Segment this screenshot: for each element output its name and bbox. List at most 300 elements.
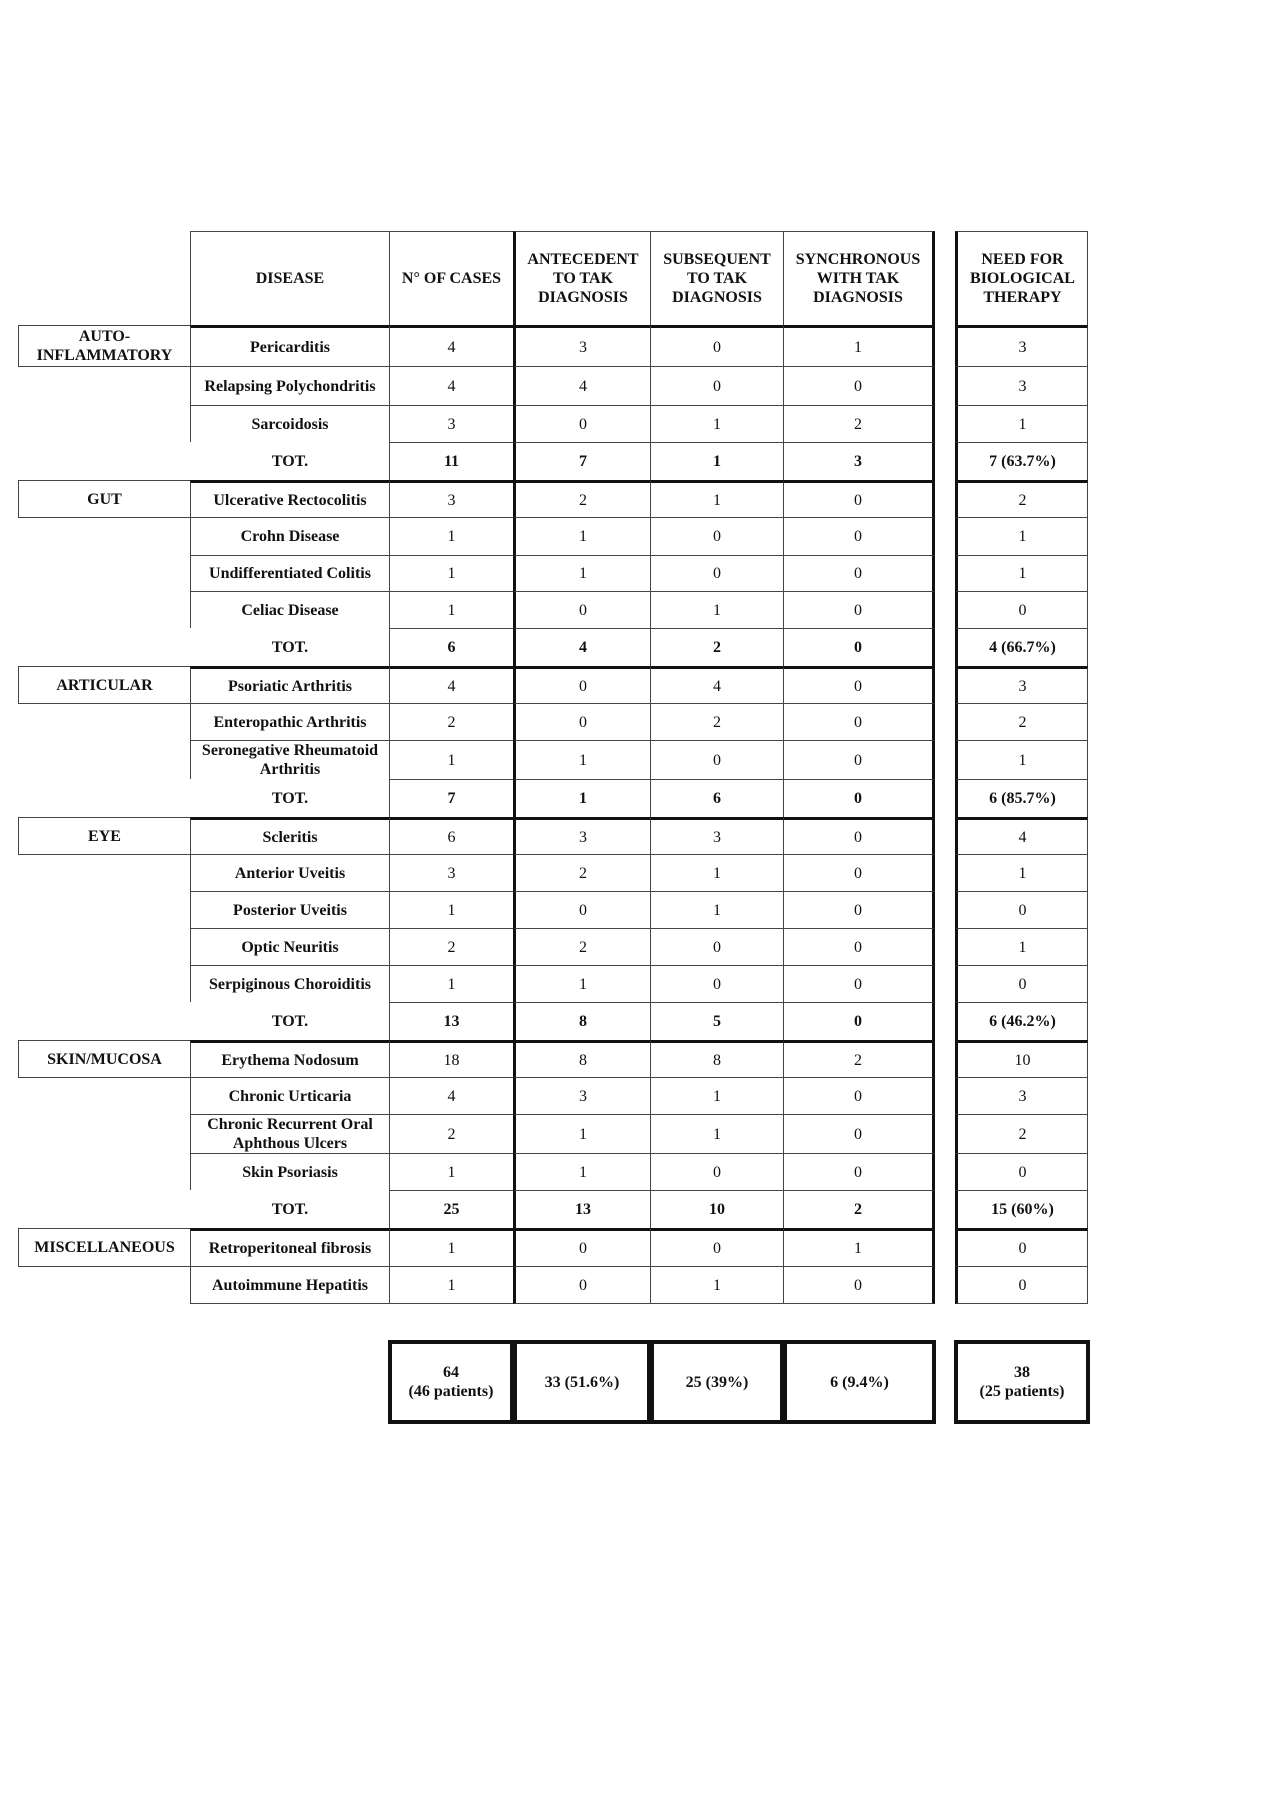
cell-synchronous-text: 0 xyxy=(854,565,862,582)
summary-cases-value: 64 xyxy=(442,1364,459,1381)
cell-subsequent xyxy=(650,366,784,406)
cell-synchronous-text: 0 xyxy=(854,938,862,956)
total-cases-text: 6 xyxy=(447,639,456,656)
cell-antecedent xyxy=(513,555,651,592)
cell-biological-text: 0 xyxy=(1018,901,1027,919)
cell-biological-text: 1 xyxy=(1018,938,1027,956)
cell-subsequent-text: 1 xyxy=(713,864,721,882)
disease-name xyxy=(190,555,390,592)
header-synchronous xyxy=(783,231,935,326)
cell-antecedent-text: 1 xyxy=(579,751,587,769)
cell-antecedent xyxy=(513,740,651,780)
cell-biological xyxy=(955,405,1088,443)
cell-biological xyxy=(955,854,1088,892)
cell-antecedent xyxy=(513,517,651,556)
cell-cases xyxy=(389,928,514,966)
cell-cases xyxy=(389,1114,514,1154)
cell-antecedent xyxy=(513,1040,651,1078)
cell-antecedent xyxy=(513,1153,651,1191)
cell-biological-text: 1 xyxy=(1018,415,1027,433)
summary-biological-value: 38 xyxy=(1013,1364,1030,1381)
cell-synchronous xyxy=(783,325,935,367)
total-synchronous-text: 0 xyxy=(854,639,862,656)
cell-synchronous xyxy=(783,1228,935,1267)
cell-biological-text: 1 xyxy=(1018,864,1027,882)
cell-synchronous xyxy=(783,703,935,741)
total-biological xyxy=(955,628,1088,667)
cell-subsequent-text: 0 xyxy=(713,1163,721,1181)
total-biological xyxy=(955,1190,1088,1229)
disease-name xyxy=(190,965,390,1003)
total-subsequent xyxy=(650,1002,784,1041)
header-cases xyxy=(389,231,514,326)
cell-biological xyxy=(955,480,1088,518)
cell-subsequent xyxy=(650,666,784,704)
cell-antecedent-text: 1 xyxy=(579,565,587,582)
cell-biological-text: 4 xyxy=(1018,828,1027,846)
disease-name xyxy=(190,1077,390,1115)
category-label xyxy=(18,480,191,518)
summary-cases xyxy=(388,1340,514,1424)
cell-synchronous xyxy=(783,1114,935,1154)
total-cases xyxy=(389,1190,514,1229)
disease-name-text: Chronic Recurrent Oral Aphthous Ulcers xyxy=(207,1116,373,1152)
total-biological xyxy=(955,442,1088,481)
cell-subsequent xyxy=(650,1266,784,1304)
cell-synchronous xyxy=(783,480,935,518)
cell-cases-text: 4 xyxy=(447,377,456,395)
cell-synchronous-text: 0 xyxy=(854,713,862,731)
cell-subsequent xyxy=(650,405,784,443)
total-antecedent-text: 7 xyxy=(579,453,587,470)
cell-antecedent-text: 1 xyxy=(579,1125,587,1143)
cell-subsequent xyxy=(650,891,784,929)
total-biological xyxy=(955,1002,1088,1041)
cell-subsequent-text: 0 xyxy=(713,565,721,582)
category-label-text: EYE xyxy=(88,827,121,845)
total-antecedent-text: 13 xyxy=(575,1201,591,1218)
total-cases xyxy=(389,779,514,818)
total-subsequent-text: 1 xyxy=(713,453,721,470)
total-antecedent xyxy=(513,628,651,667)
cell-subsequent-text: 0 xyxy=(713,751,721,769)
disease-name-text: Optic Neuritis xyxy=(241,938,339,956)
header-biological-text: NEED FOR BIOLOGICAL THERAPY xyxy=(970,251,1075,306)
disease-name xyxy=(190,480,390,518)
cell-antecedent xyxy=(513,965,651,1003)
cell-subsequent xyxy=(650,555,784,592)
cell-cases-text: 2 xyxy=(447,938,456,956)
cell-antecedent-text: 8 xyxy=(579,1051,587,1069)
disease-name-text: Retroperitoneal fibrosis xyxy=(208,1240,372,1257)
cell-cases-text: 1 xyxy=(447,1163,456,1181)
cell-antecedent-text: 2 xyxy=(579,864,587,882)
total-label-text: TOT. xyxy=(271,453,309,470)
cell-biological-text: 3 xyxy=(1018,338,1027,356)
cell-cases-text: 4 xyxy=(447,677,456,695)
cell-antecedent xyxy=(513,1114,651,1154)
total-cases xyxy=(389,442,514,481)
total-biological-text: 6 (85.7%) xyxy=(989,790,1056,807)
cell-subsequent xyxy=(650,1114,784,1154)
total-antecedent-text: 8 xyxy=(579,1013,587,1030)
total-synchronous xyxy=(783,1002,935,1041)
category-label-text: MISCELLANEOUS xyxy=(34,1239,175,1256)
total-label-text: TOT. xyxy=(271,639,309,656)
total-synchronous-text: 2 xyxy=(854,1201,862,1218)
header-antecedent xyxy=(513,231,651,326)
disease-name xyxy=(190,1040,390,1078)
cell-synchronous xyxy=(783,591,935,629)
total-subsequent-text: 6 xyxy=(713,790,721,807)
cell-synchronous-text: 1 xyxy=(854,1240,862,1257)
cell-antecedent-text: 1 xyxy=(579,975,587,993)
cell-cases-text: 4 xyxy=(447,1087,456,1105)
cell-synchronous xyxy=(783,405,935,443)
summary-cases-note: (46 patients) xyxy=(408,1383,494,1400)
summary-subsequent xyxy=(650,1340,784,1424)
cell-antecedent xyxy=(513,1228,651,1267)
cell-cases-text: 18 xyxy=(443,1051,460,1069)
cell-antecedent-text: 0 xyxy=(579,713,587,731)
cell-biological xyxy=(955,591,1088,629)
disease-name-text: Erythema Nodosum xyxy=(221,1051,359,1069)
disease-name-text: Chronic Urticaria xyxy=(228,1087,352,1105)
cell-synchronous xyxy=(783,517,935,556)
total-cases-text: 25 xyxy=(443,1201,460,1218)
total-subsequent-text: 10 xyxy=(709,1201,725,1218)
category-label xyxy=(18,1228,191,1267)
cell-synchronous xyxy=(783,1266,935,1304)
cell-cases xyxy=(389,325,514,367)
cell-subsequent xyxy=(650,1228,784,1267)
cell-cases xyxy=(389,517,514,556)
total-synchronous-text: 0 xyxy=(854,790,862,807)
cell-cases-text: 1 xyxy=(447,751,456,769)
cell-antecedent-text: 3 xyxy=(579,338,587,356)
cell-biological-text: 0 xyxy=(1018,1163,1027,1181)
summary-synchronous-text: 6 (9.4%) xyxy=(830,1373,889,1391)
cell-biological-text: 2 xyxy=(1018,1125,1027,1143)
cell-subsequent xyxy=(650,965,784,1003)
cell-subsequent-text: 0 xyxy=(713,1240,721,1257)
cell-biological-text: 0 xyxy=(1018,1276,1027,1294)
cell-antecedent-text: 0 xyxy=(579,901,587,919)
cell-cases xyxy=(389,405,514,443)
disease-name xyxy=(190,517,390,556)
disease-name-text: Serpiginous Choroiditis xyxy=(209,975,371,993)
category-label xyxy=(18,666,191,704)
cell-antecedent-text: 0 xyxy=(579,1276,587,1294)
disease-name xyxy=(190,703,390,741)
cell-cases-text: 1 xyxy=(447,901,456,919)
total-label-text: TOT. xyxy=(271,1013,309,1030)
header-disease-text: DISEASE xyxy=(255,270,325,287)
cell-synchronous xyxy=(783,854,935,892)
cell-subsequent-text: 8 xyxy=(713,1051,721,1069)
category-label xyxy=(18,325,191,367)
cell-antecedent xyxy=(513,666,651,704)
cell-cases xyxy=(389,817,514,855)
cell-antecedent-text: 0 xyxy=(579,601,587,619)
total-antecedent-text: 1 xyxy=(579,790,587,807)
cell-synchronous-text: 0 xyxy=(854,901,862,919)
summary-antecedent-text: 33 (51.6%) xyxy=(544,1373,620,1391)
summary-biological-content xyxy=(980,1363,1065,1401)
cell-cases xyxy=(389,480,514,518)
total-synchronous xyxy=(783,1190,935,1229)
summary-biological-note: (25 patients) xyxy=(979,1383,1065,1400)
cell-subsequent xyxy=(650,703,784,741)
summary-cases-content xyxy=(409,1363,494,1401)
cell-synchronous-text: 0 xyxy=(854,1087,862,1105)
cell-subsequent xyxy=(650,740,784,780)
cell-synchronous xyxy=(783,366,935,406)
cell-cases-text: 1 xyxy=(447,601,456,619)
cell-subsequent-text: 2 xyxy=(713,713,721,731)
cell-biological xyxy=(955,1153,1088,1191)
total-cases xyxy=(389,1002,514,1041)
cell-subsequent xyxy=(650,1077,784,1115)
cell-cases-text: 1 xyxy=(447,528,456,545)
summary-synchronous xyxy=(783,1340,936,1424)
cell-synchronous-text: 0 xyxy=(854,377,862,395)
disease-name xyxy=(190,1153,390,1191)
cell-biological xyxy=(955,325,1088,367)
total-label-text: TOT. xyxy=(271,790,309,807)
cell-antecedent xyxy=(513,325,651,367)
cell-cases xyxy=(389,666,514,704)
total-subsequent-text: 2 xyxy=(713,639,721,656)
disease-name xyxy=(190,817,390,855)
category-label xyxy=(18,1040,191,1078)
header-subsequent-text: SUBSEQUENT TO TAK DIAGNOSIS xyxy=(663,251,771,306)
cell-antecedent-text: 2 xyxy=(579,938,587,956)
cell-cases xyxy=(389,965,514,1003)
total-biological-text: 4 (66.7%) xyxy=(989,639,1056,656)
total-label-text: TOT. xyxy=(271,1201,309,1218)
cell-subsequent-text: 0 xyxy=(713,528,721,545)
disease-name xyxy=(190,1266,390,1304)
cell-cases xyxy=(389,1266,514,1304)
cell-antecedent-text: 0 xyxy=(579,415,587,433)
cell-cases-text: 1 xyxy=(447,565,456,582)
cell-biological-text: 0 xyxy=(1018,975,1027,993)
cell-synchronous-text: 0 xyxy=(854,601,862,619)
disease-name xyxy=(190,928,390,966)
cell-cases xyxy=(389,591,514,629)
disease-name-text: Undifferentiated Colitis xyxy=(209,565,371,582)
total-label xyxy=(190,779,390,818)
disease-name xyxy=(190,891,390,929)
cell-biological xyxy=(955,666,1088,704)
disease-name-text: Seronegative Rheumatoid Arthritis xyxy=(201,742,379,778)
total-antecedent xyxy=(513,1002,651,1041)
cell-subsequent xyxy=(650,854,784,892)
total-cases xyxy=(389,628,514,667)
total-subsequent xyxy=(650,442,784,481)
category-label xyxy=(18,817,191,855)
cell-antecedent-text: 2 xyxy=(579,491,587,509)
total-subsequent xyxy=(650,779,784,818)
disease-name-text: Anterior Uveitis xyxy=(234,864,346,882)
cell-subsequent xyxy=(650,325,784,367)
cell-subsequent xyxy=(650,817,784,855)
cell-antecedent xyxy=(513,817,651,855)
category-label-text: ARTICULAR xyxy=(56,676,153,694)
total-cases-text: 13 xyxy=(443,1013,460,1030)
total-antecedent xyxy=(513,779,651,818)
summary-biological xyxy=(954,1340,1090,1424)
disease-name-text: Autoimmune Hepatitis xyxy=(212,1276,368,1294)
cell-cases xyxy=(389,703,514,741)
disease-name xyxy=(190,591,390,629)
cell-synchronous-text: 0 xyxy=(854,1125,862,1143)
cell-antecedent xyxy=(513,1266,651,1304)
cell-cases-text: 3 xyxy=(447,491,456,509)
disease-name-text: Celiac Disease xyxy=(241,601,339,619)
cell-cases-text: 3 xyxy=(447,415,456,433)
cell-cases xyxy=(389,555,514,592)
cell-antecedent-text: 1 xyxy=(579,1163,587,1181)
cell-synchronous-text: 0 xyxy=(854,491,862,509)
cell-biological xyxy=(955,817,1088,855)
total-synchronous-text: 3 xyxy=(854,453,862,470)
total-subsequent xyxy=(650,628,784,667)
cell-subsequent-text: 1 xyxy=(713,491,721,509)
header-cases-text: N° OF CASES xyxy=(401,270,502,287)
total-biological xyxy=(955,779,1088,818)
cell-cases-text: 2 xyxy=(447,1125,456,1143)
cell-biological xyxy=(955,1228,1088,1267)
cell-synchronous xyxy=(783,555,935,592)
cell-biological-text: 3 xyxy=(1018,377,1027,395)
cell-biological-text: 1 xyxy=(1018,528,1027,545)
cell-subsequent-text: 4 xyxy=(713,677,721,695)
cell-subsequent-text: 1 xyxy=(713,1125,721,1143)
total-antecedent xyxy=(513,1190,651,1229)
total-synchronous-text: 0 xyxy=(854,1013,862,1030)
cell-cases-text: 6 xyxy=(447,828,456,846)
cell-biological xyxy=(955,1266,1088,1304)
cell-subsequent-text: 0 xyxy=(713,338,721,356)
disease-name xyxy=(190,1228,390,1267)
cell-cases xyxy=(389,1040,514,1078)
cell-cases-text: 3 xyxy=(447,864,456,882)
disease-name xyxy=(190,325,390,367)
total-subsequent-text: 5 xyxy=(713,1013,721,1030)
total-biological-text: 15 (60%) xyxy=(991,1201,1054,1218)
disease-name xyxy=(190,1114,390,1154)
cell-antecedent-text: 4 xyxy=(579,377,587,395)
cell-biological-text: 1 xyxy=(1018,565,1027,582)
cell-antecedent-text: 0 xyxy=(579,677,587,695)
cell-biological xyxy=(955,1040,1088,1078)
cell-cases xyxy=(389,891,514,929)
cell-subsequent-text: 0 xyxy=(713,938,721,956)
cell-biological-text: 3 xyxy=(1018,677,1027,695)
cell-synchronous-text: 0 xyxy=(854,828,862,846)
disease-name xyxy=(190,854,390,892)
cell-subsequent-text: 1 xyxy=(713,1276,721,1294)
cell-biological-text: 0 xyxy=(1018,601,1027,619)
disease-name-text: Sarcoidosis xyxy=(251,415,329,433)
cell-subsequent-text: 3 xyxy=(713,828,721,846)
total-synchronous xyxy=(783,442,935,481)
cell-biological-text: 0 xyxy=(1018,1240,1027,1257)
disease-name-text: Pericarditis xyxy=(250,338,330,356)
disease-name-text: Psoriatic Arthritis xyxy=(228,677,352,695)
cell-subsequent-text: 0 xyxy=(713,377,721,395)
cell-antecedent xyxy=(513,928,651,966)
total-label xyxy=(190,628,390,667)
cell-subsequent xyxy=(650,591,784,629)
cell-cases xyxy=(389,1077,514,1115)
cell-antecedent-text: 1 xyxy=(579,528,587,545)
cell-subsequent xyxy=(650,928,784,966)
disease-name xyxy=(190,740,390,780)
cell-subsequent xyxy=(650,1040,784,1078)
cell-antecedent xyxy=(513,405,651,443)
category-label-text: GUT xyxy=(87,490,122,508)
cell-synchronous xyxy=(783,1040,935,1078)
total-biological-text: 7 (63.7%) xyxy=(989,453,1056,470)
cell-antecedent xyxy=(513,1077,651,1115)
category-label-text: SKIN/MUCOSA xyxy=(47,1050,162,1068)
cell-cases-text: 4 xyxy=(447,338,456,356)
total-label xyxy=(190,1190,390,1229)
header-disease xyxy=(190,231,390,326)
cell-subsequent xyxy=(650,1153,784,1191)
disease-name-text: Ulcerative Rectocolitis xyxy=(213,491,367,509)
cell-biological-text: 2 xyxy=(1018,713,1027,731)
cell-biological-text: 1 xyxy=(1018,751,1027,769)
cell-subsequent-text: 1 xyxy=(713,415,721,433)
cell-subsequent-text: 1 xyxy=(713,1087,721,1105)
summary-antecedent xyxy=(513,1340,651,1424)
cell-synchronous-text: 2 xyxy=(854,1051,862,1069)
cell-antecedent xyxy=(513,703,651,741)
cell-synchronous xyxy=(783,817,935,855)
disease-name-text: Scleritis xyxy=(262,828,318,846)
category-label-text: AUTO-INFLAMMATORY xyxy=(36,328,173,364)
disease-name-text: Skin Psoriasis xyxy=(242,1163,338,1181)
disease-name-text: Posterior Uveitis xyxy=(233,901,347,919)
disease-name-text: Relapsing Polychondritis xyxy=(204,377,376,395)
cell-synchronous-text: 0 xyxy=(854,751,862,769)
cell-synchronous xyxy=(783,1153,935,1191)
cell-biological xyxy=(955,928,1088,966)
disease-name xyxy=(190,405,390,443)
disease-name xyxy=(190,366,390,406)
cell-synchronous-text: 0 xyxy=(854,677,862,695)
cell-antecedent xyxy=(513,891,651,929)
header-synchronous-text: SYNCHRONOUS WITH TAK DIAGNOSIS xyxy=(795,251,921,306)
cell-synchronous-text: 0 xyxy=(854,1276,862,1294)
cell-biological xyxy=(955,740,1088,780)
cell-subsequent xyxy=(650,480,784,518)
disease-name-text: Enteropathic Arthritis xyxy=(213,713,367,731)
cell-cases xyxy=(389,740,514,780)
cell-biological xyxy=(955,366,1088,406)
cell-biological xyxy=(955,703,1088,741)
total-label xyxy=(190,442,390,481)
cell-biological xyxy=(955,517,1088,556)
total-cases-text: 7 xyxy=(447,790,456,807)
cell-biological xyxy=(955,1077,1088,1115)
cell-synchronous xyxy=(783,891,935,929)
cell-subsequent-text: 1 xyxy=(713,601,721,619)
